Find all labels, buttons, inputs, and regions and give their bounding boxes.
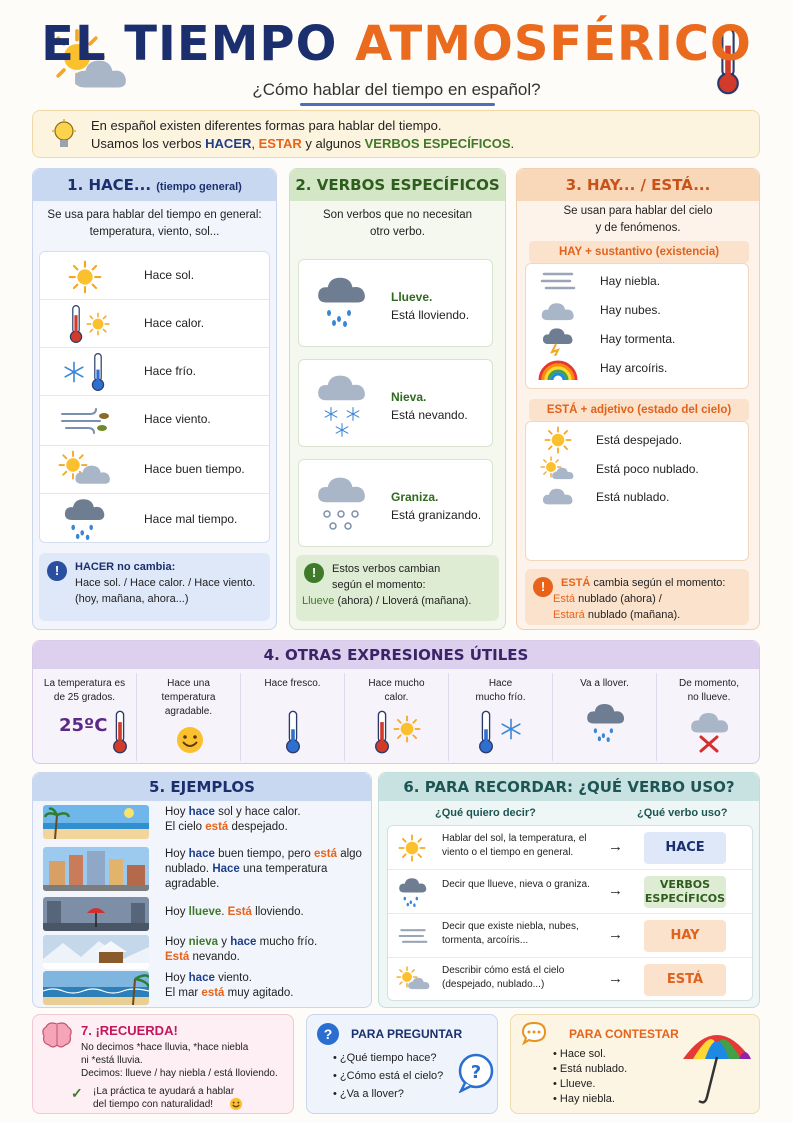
list-item: Hace viento. [40, 396, 269, 446]
expression-cell: La temperatura es de 25 grados. 25ºC [33, 673, 137, 761]
section-verbos-title: 2. VERBOS ESPECÍFICOS [290, 169, 505, 201]
col-header-what: ¿Qué quiero decir? [435, 807, 536, 819]
intro-box [32, 110, 760, 158]
hace-list [39, 251, 270, 543]
verb-table [387, 825, 753, 1001]
thermometer-icon [111, 709, 129, 755]
recuerda-text: No decimos *hace lluvia, *hace niebla ni *está lluvia. Decimos: llueve / hay niebla / está lloviendo. [81, 1042, 278, 1079]
storm-icon [540, 326, 576, 356]
table-row: Describir cómo está el cielo (despejado, nublado...) → ESTÁ [388, 958, 752, 1002]
example-row: Hoy nieva y hace mucho frío. Está nevando. [41, 933, 365, 973]
speech-bubble-icon [521, 1021, 547, 1045]
expression-cell: De momento, no llueve. [657, 673, 761, 761]
lightbulb-icon [51, 119, 77, 151]
section-ejemplos [32, 772, 372, 1008]
windy-beach-image [43, 971, 149, 1005]
example-row: Hoy hace viento. El mar está muy agitado. [41, 969, 365, 1009]
rainbow-icon [536, 358, 580, 382]
esta-header: ESTÁ + adjetivo (estado del cielo) [529, 399, 749, 421]
expression-cell: Hace mucho frío. [449, 673, 553, 761]
sun-icon [68, 260, 102, 294]
hay-header: HAY + sustantivo (existencia) [529, 241, 749, 263]
smiley-icon [229, 1097, 243, 1111]
preguntar-title: PARA PREGUNTAR [351, 1027, 463, 1041]
no-rain-icon [687, 707, 733, 753]
recuerda-title: 7. ¡RECUERDA! [81, 1023, 178, 1038]
table-row: Decir que existe niebla, nubes, tormenta, arcoíris... → HAY [388, 914, 752, 958]
section-otras-expresiones [32, 640, 760, 764]
subtitle-underline [300, 103, 495, 106]
section-hace-desc: Se usa para hablar del tiempo en general: temperatura, viento, sol... [47, 209, 262, 238]
list-item: Hace buen tiempo. [40, 446, 269, 494]
section-para-recordar [378, 772, 760, 1008]
recuerda-box [32, 1014, 294, 1114]
rain-cloud-icon [583, 701, 629, 745]
list-item: • ¿Qué tiempo hace? [333, 1049, 443, 1067]
expression-cell: Hace una temperatura agradable. [137, 673, 241, 761]
brain-icon [41, 1021, 73, 1049]
city-image [43, 847, 149, 891]
info-icon: ! [533, 577, 553, 597]
verb-card-graniza: Graniza. Está granizando. [298, 459, 493, 547]
list-item: • ¿Cómo está el cielo? [333, 1067, 443, 1085]
section-verbos-desc: Son verbos que no necesitan otro verbo. [323, 209, 472, 238]
cold-thermometer-snow-icon [477, 709, 529, 755]
table-row: Hablar del sol, la temperatura, el viento o el tiempo en general. → HACE [388, 826, 752, 870]
section-recordar-title: 6. PARA RECORDAR: ¿QUÉ VERBO USO? [379, 773, 759, 801]
list-item: Hace sol. [40, 252, 269, 300]
cloud-icon [540, 484, 576, 508]
col-header-verb: ¿Qué verbo uso? [637, 807, 728, 819]
example-row: Hoy llueve. Está lloviendo. [41, 895, 365, 935]
sun-icon [398, 834, 426, 862]
list-item: Hace mal tiempo. [40, 494, 269, 544]
list-item: Hace calor. [40, 300, 269, 348]
page-subtitle: ¿Cómo hablar del tiempo en español? [252, 80, 541, 99]
para-preguntar-box [306, 1014, 498, 1114]
preguntar-list [333, 1049, 443, 1103]
rain-cloud-icon [60, 496, 112, 542]
hot-thermometer-sun-icon [373, 709, 425, 755]
rain-cloud-icon [396, 876, 430, 908]
hace-note: ! HACER no cambia: Hace sol. / Hace calor. / Hace viento. (hoy, mañana, ahora...) [39, 553, 270, 621]
list-item: • Está nublado. [553, 1062, 627, 1077]
info-icon: ! [304, 563, 324, 583]
intro-line1: En español existen diferentes formas para hablar del tiempo. [91, 118, 442, 133]
table-row: Decir que llueve, nieva o graniza. → VERBOS ESPECÍFICOS [388, 870, 752, 914]
esta-list: Está despejado. Está poco nublado. Está nublado. [525, 421, 749, 561]
sun-icon [544, 426, 572, 454]
sun-cloud-icon [396, 966, 432, 994]
smiley-icon [175, 725, 205, 755]
snow-house-image [43, 935, 149, 969]
info-icon: ! [47, 561, 67, 581]
section-hace-title: 1. HACE... (tiempo general) [33, 169, 276, 201]
example-row: Hoy hace buen tiempo, pero está algo nublado. Hace una temperatura agradable. [41, 845, 365, 895]
rainy-street-image [43, 897, 149, 931]
svg-text:?: ? [470, 1062, 482, 1083]
esta-note: ! ESTÁ cambia según el momento: Está nublado (ahora) / Estará nublado (mañana). [525, 569, 749, 625]
expression-cell: Hace mucho calor. [345, 673, 449, 761]
section-hace [32, 168, 277, 630]
section-ejemplos-title: 5. EJEMPLOS [33, 773, 371, 801]
question-bubble-icon [457, 1053, 495, 1093]
section-otras-title: 4. OTRAS EXPRESIONES ÚTILES [33, 641, 759, 669]
recuerda-tip: ¡La práctica te ayudará a hablar del tiempo con naturalidad! [93, 1086, 235, 1110]
expression-cell: Va a llover. [553, 673, 657, 761]
sun-cloud-icon [58, 450, 114, 490]
sun-cloud-icon [540, 456, 576, 484]
list-item: • Hace sol. [553, 1047, 627, 1062]
list-item: • ¿Va a llover? [333, 1085, 443, 1103]
list-item: • Hay niebla. [553, 1092, 627, 1107]
section-hay-esta-title: 3. HAY... / ESTÁ... [517, 169, 759, 201]
question-icon: ? [317, 1023, 339, 1045]
example-row: Hoy hace sol y hace calor. El cielo está despejado. [41, 803, 365, 843]
list-item: • Llueve. [553, 1077, 627, 1092]
verbos-note: ! Estos verbos cambian según el momento: Llueve (ahora) / Lloverá (mañana). [296, 555, 499, 621]
fog-icon [398, 926, 428, 946]
umbrella-icon [679, 1023, 755, 1107]
cool-thermometer-icon [284, 709, 302, 755]
beach-image [43, 805, 149, 839]
hail-cloud-icon [313, 470, 373, 538]
expression-cell: Hace fresco. [241, 673, 345, 761]
section-hay-esta [516, 168, 760, 630]
hay-list: Hay niebla. Hay nubes. Hay tormenta. Hay arcoíris. [525, 263, 749, 389]
verb-card-llueve: Llueve. Está lloviendo. [298, 259, 493, 347]
thermometer-sun-icon [68, 304, 112, 344]
contestar-title: PARA CONTESTAR [569, 1027, 679, 1041]
snow-cloud-icon [313, 368, 373, 440]
check-icon: ✓ [71, 1085, 83, 1101]
page-title: EL TIEMPO ATMOSFÉRICO [41, 16, 752, 72]
intro-line2: Usamos los verbos HACER, ESTAR y algunos VERBOS ESPECÍFICOS. [91, 136, 515, 151]
fog-icon [540, 270, 576, 292]
para-contestar-box [510, 1014, 760, 1114]
section-hay-desc: Se usan para hablar del cielo y de fenómenos. [563, 205, 713, 234]
cloud-icon [538, 298, 578, 324]
snow-thermometer-icon [62, 352, 112, 392]
list-item: Hace frío. [40, 348, 269, 396]
rain-cloud-icon [313, 274, 373, 334]
contestar-list [553, 1047, 627, 1107]
section-verbos [289, 168, 506, 630]
wind-icon [60, 406, 112, 436]
verb-card-nieva: Nieva. Está nevando. [298, 359, 493, 447]
